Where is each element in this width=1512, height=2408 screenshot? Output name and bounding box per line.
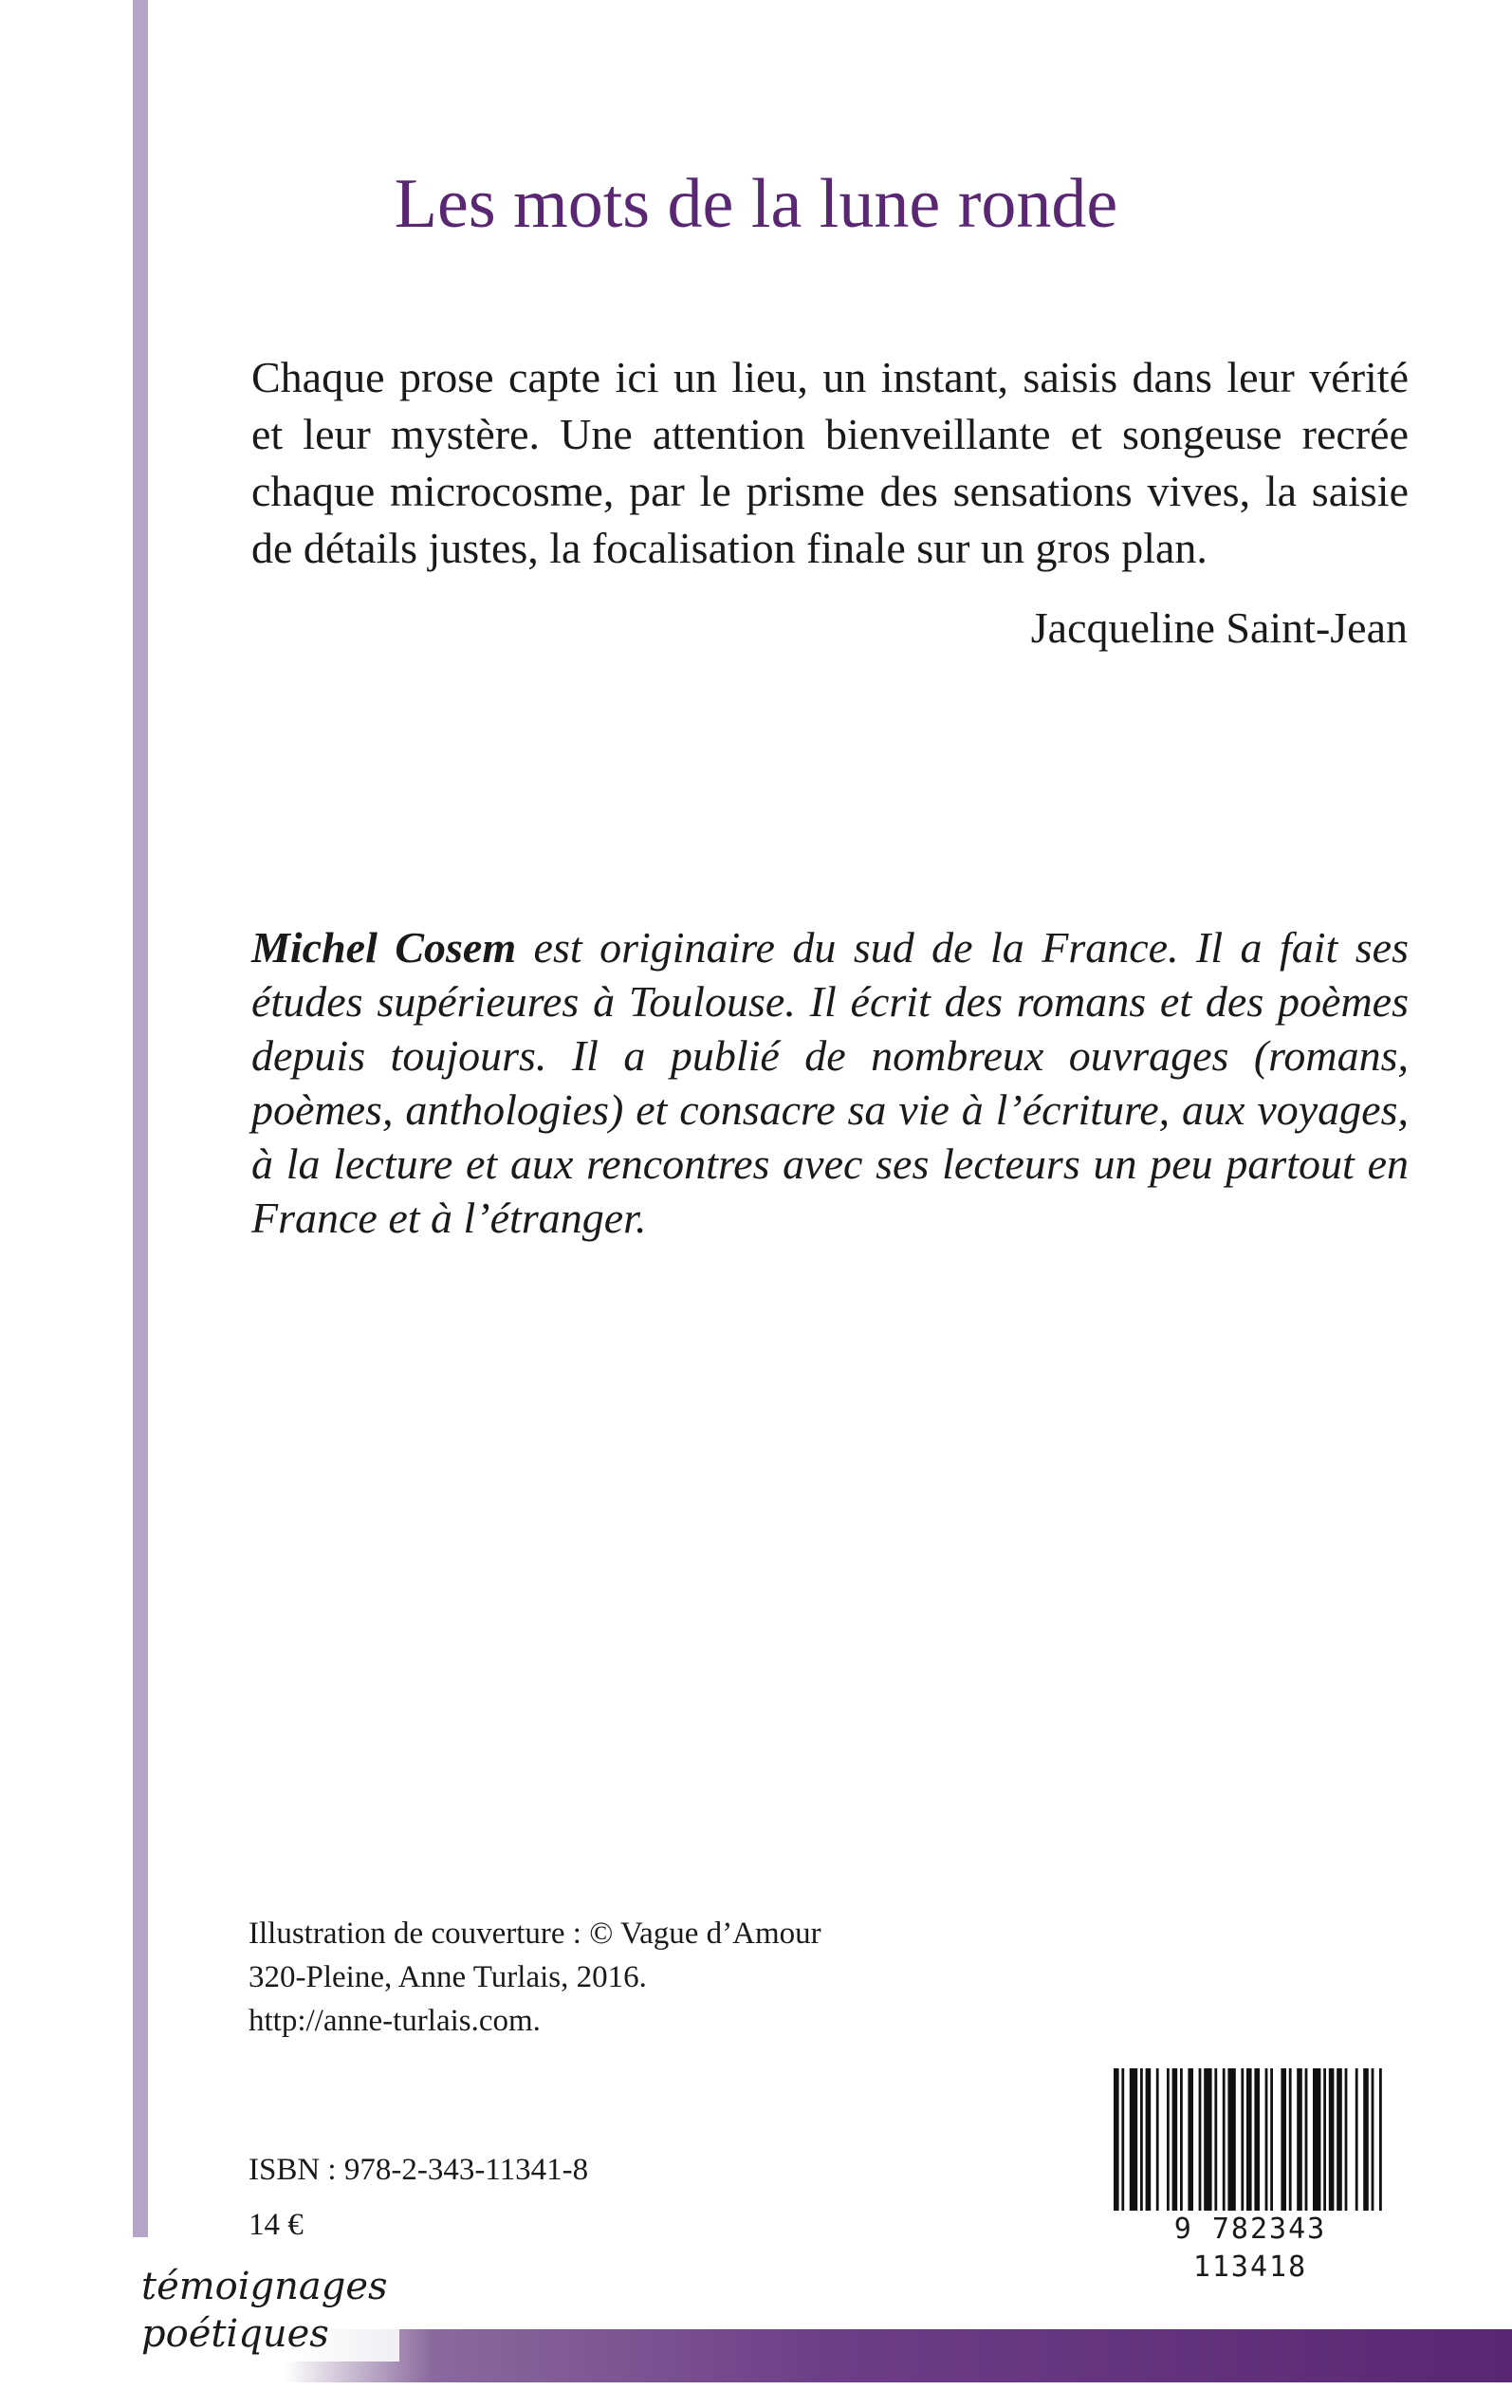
- credit-line: 320-Pleine, Anne Turlais, 2016.: [249, 1960, 647, 1994]
- credit-line: Illustration de couverture : © Vague d’Amour: [249, 1917, 821, 1951]
- bottom-color-band: [285, 2329, 1512, 2382]
- collection-name-line1: témoignages: [141, 2265, 388, 2308]
- book-title: Les mots de la lune ronde: [394, 165, 1118, 243]
- left-decorative-rule: [133, 0, 148, 2237]
- price-label: 14 €: [249, 2208, 304, 2242]
- barcode: [1108, 2068, 1392, 2284]
- blurb-attribution: Jacqueline Saint-Jean: [1030, 603, 1408, 652]
- author-name: Michel Cosem: [251, 923, 517, 972]
- illustration-credits: [249, 1912, 821, 2043]
- credit-line: http://anne-turlais.com.: [249, 2004, 541, 2038]
- collection-logo: [138, 2263, 399, 2362]
- author-bio: [251, 920, 1409, 1245]
- author-bio-text: est originaire du sud de la France. Il a fait ses études supérieures à Toulouse. Il écrit des romans et des poèmes depuis toujours. Il a publié de nombreux ouvrages (romans, poèmes, anthologies) et consacre sa vie à l’écriture, aux voyages, à la lecture et aux rencontres avec ses lecteurs un peu partout en France et à l’étranger.: [251, 923, 1409, 1242]
- blurb-text: Chaque prose capte ici un lieu, un instant, saisis dans leur vérité et leur mystère. Une attention bienveillante et songeuse recrée chaque microcosme, par le prisme des sensations vives, la saisie de détails justes, la focalisation finale sur un gros plan.: [251, 353, 1409, 572]
- collection-name-line2: poétiques: [141, 2312, 329, 2356]
- isbn-label: ISBN : 978-2-343-11341-8: [249, 2153, 589, 2187]
- barcode-digits: 9 782343 113418: [1108, 2211, 1392, 2287]
